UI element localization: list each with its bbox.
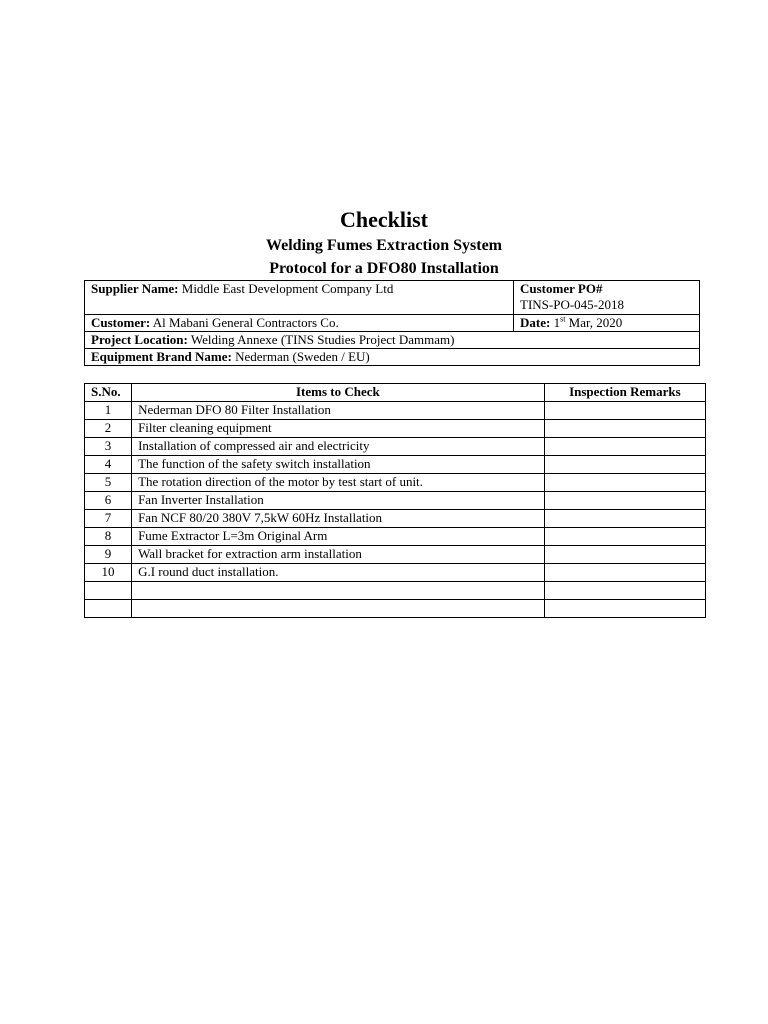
row-remarks: [544, 600, 705, 618]
header-inspection-remarks: Inspection Remarks: [544, 384, 705, 402]
date-cell: [514, 315, 700, 332]
row-item: [132, 600, 545, 618]
table-row: [85, 510, 706, 528]
customer-po-cell: [514, 281, 700, 315]
row-item: [132, 582, 545, 600]
table-row: [85, 456, 706, 474]
customer-po-label: Customer PO#: [520, 281, 603, 296]
supplier-cell: [85, 281, 514, 315]
row-item: Fume Extractor L=3m Original Arm: [132, 528, 545, 546]
row-sno: [85, 582, 132, 600]
supplier-value: Middle East Development Company Ltd: [181, 281, 394, 296]
checklist-table: [84, 383, 706, 618]
row-remarks: [544, 510, 705, 528]
page-title: Checklist: [340, 207, 428, 232]
header-sno: S.No.: [85, 384, 132, 402]
customer-label: Customer:: [91, 315, 151, 330]
row-remarks: [544, 402, 705, 420]
row-sno: [85, 600, 132, 618]
table-row: [85, 402, 706, 420]
checklist-header-row: [85, 384, 706, 402]
equipment-brand-value: Nederman (Sweden / EU): [235, 349, 370, 364]
project-info-table: [84, 280, 700, 366]
row-remarks: [544, 438, 705, 456]
row-item: Nederman DFO 80 Filter Installation: [132, 402, 545, 420]
row-sno: 6: [85, 492, 132, 510]
row-remarks: [544, 474, 705, 492]
table-row: [85, 546, 706, 564]
header-items-to-check: Items to Check: [132, 384, 545, 402]
row-sno: 1: [85, 402, 132, 420]
project-location-cell: [85, 332, 700, 349]
date-suffix: st: [560, 314, 566, 324]
date-rest: Mar, 2020: [568, 315, 623, 330]
row-sno: 8: [85, 528, 132, 546]
table-row: [85, 600, 706, 618]
row-sno: 10: [85, 564, 132, 582]
row-remarks: [544, 528, 705, 546]
date-label: Date:: [520, 315, 551, 330]
subtitle-system: Welding Fumes Extraction System: [266, 237, 502, 254]
row-item: The function of the safety switch installation: [132, 456, 545, 474]
row-sno: 7: [85, 510, 132, 528]
equipment-brand-label: Equipment Brand Name:: [91, 349, 232, 364]
supplier-label: Supplier Name:: [91, 281, 179, 296]
row-item: Fan NCF 80/20 380V 7,5kW 60Hz Installation: [132, 510, 545, 528]
customer-po-value: TINS-PO-045-2018: [520, 297, 624, 312]
row-sno: 5: [85, 474, 132, 492]
table-row: [85, 528, 706, 546]
subtitle-protocol: Protocol for a DFO80 Installation: [269, 260, 499, 277]
row-sno: 4: [85, 456, 132, 474]
row-item: Fan Inverter Installation: [132, 492, 545, 510]
row-sno: 2: [85, 420, 132, 438]
row-remarks: [544, 582, 705, 600]
customer-value: Al Mabani General Contractors Co.: [152, 315, 339, 330]
row-remarks: [544, 546, 705, 564]
equipment-brand-cell: [85, 349, 700, 366]
row-item: Wall bracket for extraction arm installation: [132, 546, 545, 564]
row-sno: 9: [85, 546, 132, 564]
row-remarks: [544, 420, 705, 438]
table-row: [85, 492, 706, 510]
project-location-label: Project Location:: [91, 332, 188, 347]
project-location-value: Welding Annexe (TINS Studies Project Dammam): [190, 332, 455, 347]
row-item: Filter cleaning equipment: [132, 420, 545, 438]
row-remarks: [544, 564, 705, 582]
row-item: Installation of compressed air and electricity: [132, 438, 545, 456]
customer-cell: [85, 315, 514, 332]
row-item: The rotation direction of the motor by test start of unit.: [132, 474, 545, 492]
row-remarks: [544, 456, 705, 474]
row-sno: 3: [85, 438, 132, 456]
row-remarks: [544, 492, 705, 510]
table-row: [85, 420, 706, 438]
table-row: [85, 564, 706, 582]
date-day: 1: [553, 315, 561, 330]
table-row: [85, 582, 706, 600]
table-row: [85, 474, 706, 492]
table-row: [85, 438, 706, 456]
row-item: G.I round duct installation.: [132, 564, 545, 582]
